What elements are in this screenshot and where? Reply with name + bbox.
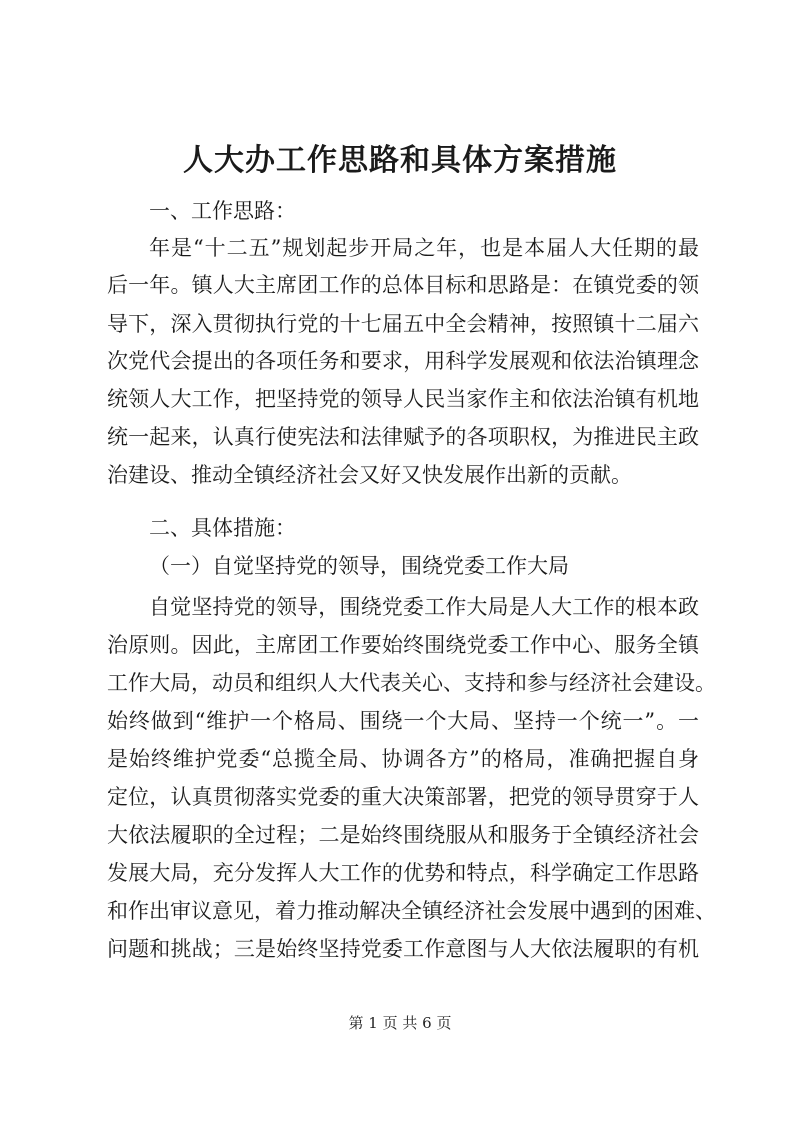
paragraph-line: 统一起来，认真行使宪法和法律赋予的各项职权，为推进民主政 (107, 425, 699, 449)
paragraph-line: 工作大局，动员和组织人大代表关心、支持和参与经济社会建设。 (107, 671, 716, 695)
section-heading-2: 二、具体措施： (149, 516, 296, 540)
paragraph-line: 定位，认真贯彻落实党委的重大决策部署，把党的领导贯穿于人 (107, 785, 699, 809)
paragraph-line: 和作出审议意见，着力推动解决全镇经济社会发展中遇到的困难、 (107, 899, 716, 923)
paragraph-line: 发展大局，充分发挥人大工作的优势和特点，科学确定工作思路 (107, 861, 699, 885)
paragraph-line: 大依法履职的全过程；二是始终围绕服从和服务于全镇经济社会 (107, 823, 699, 847)
paragraph-line: 后一年。镇人大主席团工作的总体目标和思路是：在镇党委的领 (107, 273, 699, 297)
paragraph-line: 统领人大工作，把坚持党的领导人民当家作主和依法治镇有机地 (107, 387, 699, 411)
paragraph-line: 始终做到“维护一个格局、围绕一个大局、坚持一个统一”。一 (107, 709, 699, 733)
paragraph-line: 问题和挑战；三是始终坚持党委工作意图与人大依法履职的有机 (107, 937, 699, 961)
page-number-footer: 第 1 页 共 6 页 (348, 1014, 452, 1032)
paragraph-line: 治原则。因此，主席团工作要始终围绕党委工作中心、服务全镇 (107, 633, 699, 657)
document-title: 人大办工作思路和具体方案措施 (183, 143, 617, 178)
paragraph-line: 是始终维护党委“总揽全局、协调各方”的格局，准确把握自身 (107, 747, 699, 771)
section-heading-1: 一、工作思路： (149, 199, 296, 223)
paragraph-line: 次党代会提出的各项任务和要求，用科学发展观和依法治镇理念 (107, 349, 699, 373)
paragraph-line: 年是“十二五”规划起步开局之年，也是本届人大任期的最 (149, 236, 699, 260)
paragraph-line: 治建设、推动全镇经济社会又好又快发展作出新的贡献。 (107, 463, 632, 487)
paragraph-line: 导下，深入贯彻执行党的十七届五中全会精神，按照镇十二届六 (107, 312, 699, 336)
subsection-heading-1: （一）自觉坚持党的领导，围绕党委工作大局 (149, 554, 569, 578)
paragraph-line: 自觉坚持党的领导，围绕党委工作大局是人大工作的根本政 (149, 595, 699, 619)
